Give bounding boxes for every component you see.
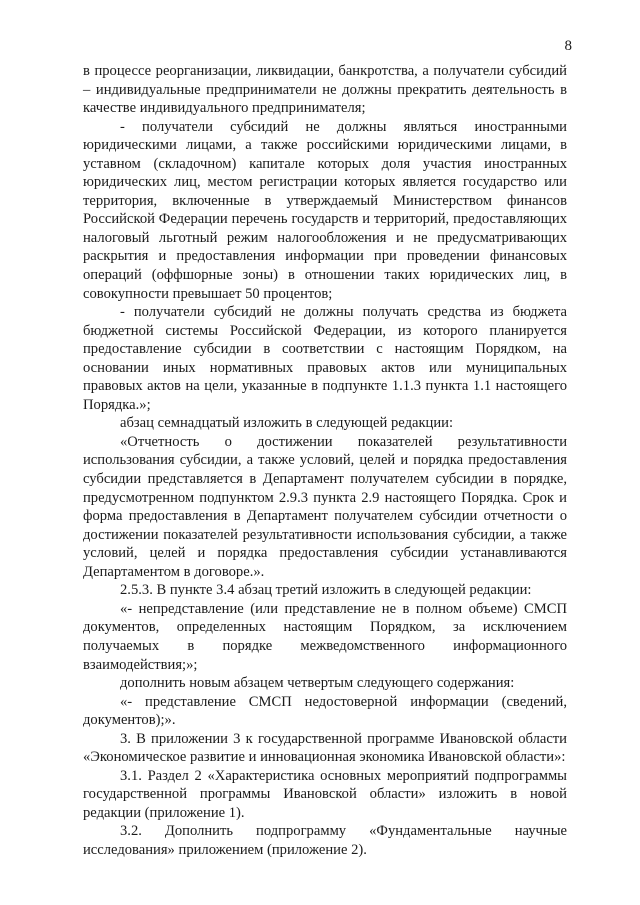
paragraph: дополнить новым абзацем четвертым следующего содержания: — [120, 675, 515, 692]
paragraph: - получатели субсидий не должны являться иностранными юридическими лицами, а также российскими юридическими лицами, в уставном (складочном) капитале которых доля участия иностранных юридических лиц, местом регистрации которых является государство или территория, включенные в утверждаемый Министерством финансов Российской Федерации перечень государств и территорий, предоставляющих налоговый льготный режим налогообложения и не предусматривающих раскрытия и предоставления информации при проведении финансовых операций (оффшорные зоны) в отношении таких юридических лиц, в совокупности превышает 50 процентов; — [83, 118, 567, 302]
document-body — [83, 62, 567, 860]
paragraph: в процессе реорганизации, ликвидации, банкротства, а получатели субсидий – индивидуальные предприниматели не должны прекратить деятельность в качестве индивидуального предпринимателя; — [83, 63, 567, 117]
paragraph: 3.2. Дополнить подпрограмму «Фундаментальные научные исследования» приложением (приложение 2). — [83, 823, 567, 858]
paragraph: - получатели субсидий не должны получать средства из бюджета бюджетной системы Российской Федерации, из которого планируется предоставление субсидии в соответствии с настоящим Порядком, на основании иных нормативных правовых актов или муниципальных правовых актов на цели, указанные в подпункте 1.1.3 пункта 1.1 настоящего Порядка.»; — [83, 304, 567, 413]
paragraph: абзац семнадцатый изложить в следующей редакции: — [120, 415, 454, 432]
paragraph: «Отчетность о достижении показателей результативности использования субсидии, а также условий, целей и порядка предоставления субсидии представляется в Департамент получателем субсидии в порядке, предусмотренном подпунктом 2.9.3 пункта 2.9 настоящего Порядка. Срок и форма предоставления в Департамент получателем субсидии отчетности о достижении показателей результативности использования субсидии, а также условий, целей и порядка предоставления субсидии устанавливаются Департаментом в договоре.». — [83, 433, 567, 580]
paragraph: «- непредставление (или представление не в полном объеме) СМСП документов, определенных настоящим Порядком, за исключением получаемых в порядке межведомственного информационного взаимодействия;»; — [83, 600, 567, 673]
page-number: 8 — [564, 38, 572, 54]
paragraph: «- представление СМСП недостоверной информации (сведений, документов);». — [83, 693, 567, 729]
paragraph: 3. В приложении 3 к государственной программе Ивановской области «Экономическое развитие и инновационная экономика Ивановской области»: — [83, 730, 567, 766]
paragraph: 3.1. Раздел 2 «Характеристика основных мероприятий подпрограммы государственной программы Ивановской области» изложить в новой редакции (приложение 1). — [83, 767, 567, 821]
paragraph: 2.5.3. В пункте 3.4 абзац третий изложить в следующей редакции: — [120, 582, 532, 599]
